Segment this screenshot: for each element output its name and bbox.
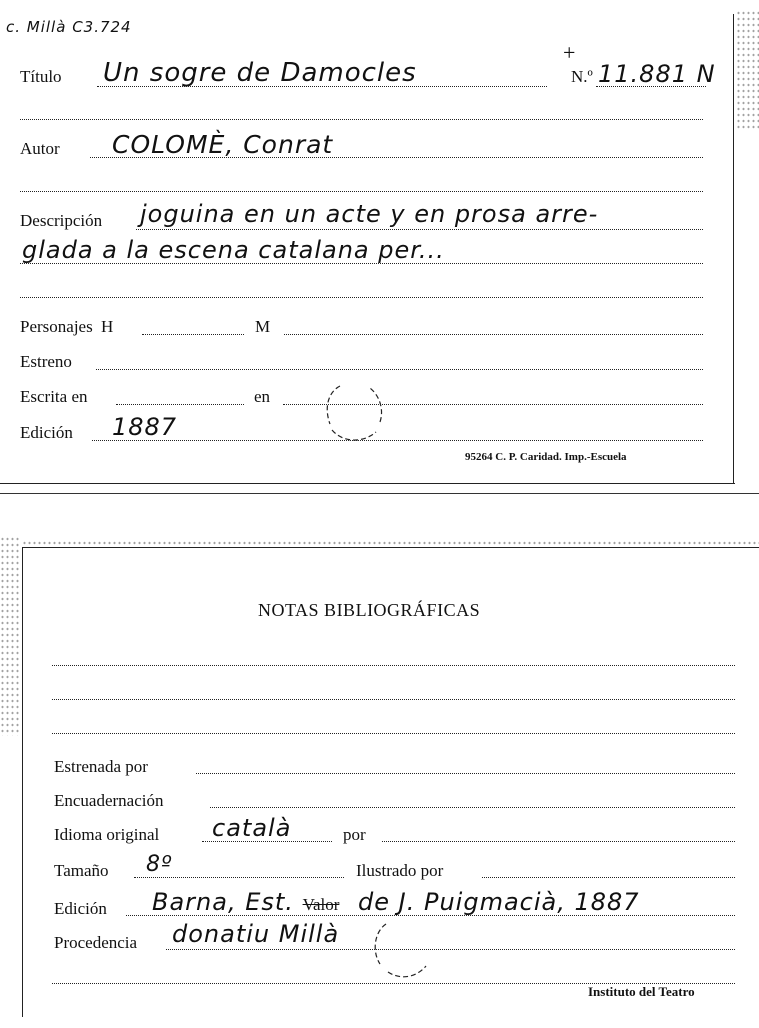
corner-note: c. Millà C3.724	[6, 18, 132, 36]
top-card-separator	[0, 493, 759, 494]
bottom-card-left-border	[22, 547, 23, 1017]
procedencia-value: donatiu Millà	[172, 920, 340, 948]
personajes-m-label: M	[255, 317, 271, 336]
descripcion-line-1	[136, 229, 703, 230]
bottom-edicion-label: Edición	[54, 899, 107, 918]
footer-institution: Instituto del Teatro	[588, 984, 695, 999]
idioma-value: català	[212, 814, 292, 842]
ilustrado-line	[482, 877, 735, 878]
bottom-edicion-value	[152, 888, 640, 916]
autor-label: Autor	[20, 139, 60, 158]
tamano-label: Tamaño	[54, 861, 109, 880]
procedencia-line	[166, 949, 735, 950]
top-card-edge-speckle	[736, 10, 759, 130]
encuadernacion-line	[210, 807, 735, 808]
personajes-m-line	[284, 334, 703, 335]
tamano-value: 8º	[146, 852, 173, 877]
edicion-label: Edición	[20, 423, 73, 442]
bottom-card-edge-speckle	[0, 536, 20, 736]
escrita-label: Escrita en	[20, 387, 88, 406]
idioma-label: Idioma original	[54, 825, 160, 844]
personajes-h-line	[142, 334, 244, 335]
bottom-card-top-border	[22, 547, 759, 548]
titulo-extra-line	[20, 119, 703, 120]
bottom-edicion-value-end: de J. Puigmacià, 1887	[358, 888, 640, 916]
top-card-right-border	[733, 14, 734, 484]
estrenada-line	[196, 773, 735, 774]
notas-line-2	[52, 699, 735, 700]
titulo-value: Un sogre de Damocles	[103, 58, 417, 88]
top-card-bottom-border	[0, 483, 735, 484]
descripcion-label: Descripción	[20, 211, 103, 230]
descripcion-value-1: joguina en un acte y en prosa arre-	[140, 200, 599, 228]
tamano-line	[134, 877, 344, 878]
stamp-circle	[318, 380, 388, 446]
notas-line-1	[52, 665, 735, 666]
numero-mark: +	[563, 40, 576, 65]
estreno-line	[96, 369, 703, 370]
ilustrado-label: Ilustrado por	[356, 861, 444, 880]
edicion-line	[92, 440, 703, 441]
procedencia-label: Procedencia	[54, 933, 138, 952]
escrita-en-label: en	[254, 387, 271, 406]
descripcion-value-2: glada a la escena catalana per...	[22, 236, 445, 264]
numero-label: N.º	[571, 67, 593, 86]
bottom-card	[0, 500, 759, 1028]
titulo-label: Título	[20, 67, 62, 86]
autor-extra-line	[20, 191, 703, 192]
estreno-label: Estreno	[20, 352, 72, 371]
notas-heading: NOTAS BIBLIOGRÁFICAS	[258, 600, 481, 620]
bottom-edicion-struck: Valor	[302, 895, 340, 914]
escrita-line	[116, 404, 244, 405]
idioma-por-label: por	[343, 825, 366, 844]
bottom-edicion-value-start: Barna, Est.	[152, 888, 294, 916]
bottom-stamp-circle	[368, 918, 434, 980]
idioma-por-line	[382, 841, 735, 842]
autor-value: COLOMÈ, Conrat	[112, 130, 334, 159]
personajes-text: Personajes	[20, 317, 93, 336]
descripcion-line-3	[20, 297, 703, 298]
notas-line-3	[52, 733, 735, 734]
bottom-card-top-speckle	[22, 540, 759, 546]
personajes-label	[20, 317, 113, 337]
numero-value: 11.881 N	[598, 60, 716, 88]
personajes-h-label: H	[100, 317, 114, 336]
top-card	[0, 0, 759, 500]
estrenada-label: Estrenada por	[54, 757, 148, 776]
edicion-value: 1887	[112, 413, 178, 441]
printer-imprint: 95264 C. P. Caridad. Imp.-Escuela	[465, 451, 627, 463]
encuadernacion-label: Encuadernación	[54, 791, 164, 810]
